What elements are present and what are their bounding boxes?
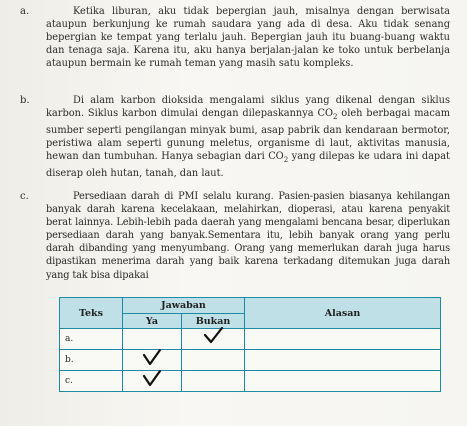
ya-cell[interactable]: [123, 371, 182, 392]
paragraph-text: Ketika liburan, aku tidak bepergian jauh, misalnya dengan berwisata ataupun berkunjung ke rumah saudara yang ada di desa. Aku tidak senang bepergian ke tempat yang terlalu jauh. Bepergian jauh itu buang-buang waktu dan tenaga saja. Karena itu, aku hanya berjalan-jalan ke toko untuk berbelanja ataupun bermain ke rumah teman yang masih satu kompleks.: [46, 6, 450, 70]
item-marker: a.: [20, 6, 30, 17]
handwritten-check-icon: [141, 371, 163, 391]
bukan-cell[interactable]: [182, 371, 245, 392]
header-teks: Teks: [60, 298, 123, 329]
paragraph-text: Persediaan darah di PMI selalu kurang. Pasien-pasien biasanya kehilangan banyak darah karena kecelakaan, melahirkan, dioperasi, atau karena penyakit berat lainnya. Lebih-lebih pada daerah yang mengalami bencana besar, diperlukan persediaan darah yang banyak.Sementara itu, lebih banyak orang yang perlu darah dibanding yang menyumbang. Orang yang memerlukan darah juga harus dipastikan menerima darah yang baik karena terkadang ditemukan juga darah yang tak bisa dipakai: [46, 191, 450, 281]
row-label: b.: [60, 350, 123, 371]
header-bukan: Bukan: [182, 314, 245, 329]
answer-table: [59, 297, 441, 392]
answer-table-container: [59, 297, 441, 392]
table-row: [60, 329, 441, 350]
bukan-cell[interactable]: [182, 329, 245, 350]
row-label: c.: [60, 371, 123, 392]
item-marker: b.: [20, 95, 30, 106]
bukan-cell[interactable]: [182, 350, 245, 371]
table-row: [60, 350, 441, 371]
header-ya: Ya: [123, 314, 182, 329]
table-row: [60, 371, 441, 392]
header-alasan: Alasan: [245, 298, 441, 329]
alasan-cell[interactable]: [245, 350, 441, 371]
paragraph-item-a: [20, 5, 450, 70]
alasan-cell[interactable]: [245, 329, 441, 350]
row-label: a.: [60, 329, 123, 350]
header-jawaban: Jawaban: [123, 298, 245, 314]
item-marker: c.: [20, 191, 29, 202]
paragraph-text: Di alam karbon dioksida mengalami siklus yang dikenal dengan siklus karbon. Siklus karbon dimulai dengan dilepaskannya $CO_2$ oleh berbagai macam sumber seperti pengilangan minyak bumi, asap pabrik dan kendaraan bermotor, peristiwa alam seperti gunung meletus, organisme di laut, aktivitas manusia, hewan dan tumbuhan. Hanya sebagian dari $CO_2$ yang dilepas ke udara ini dapat diserap oleh hutan, tanah, dan laut.: [46, 95, 450, 180]
handwritten-check-icon: [202, 329, 224, 349]
paragraph-item-c: [20, 190, 450, 282]
alasan-cell[interactable]: [245, 371, 441, 392]
paragraph-item-b: [20, 94, 450, 180]
